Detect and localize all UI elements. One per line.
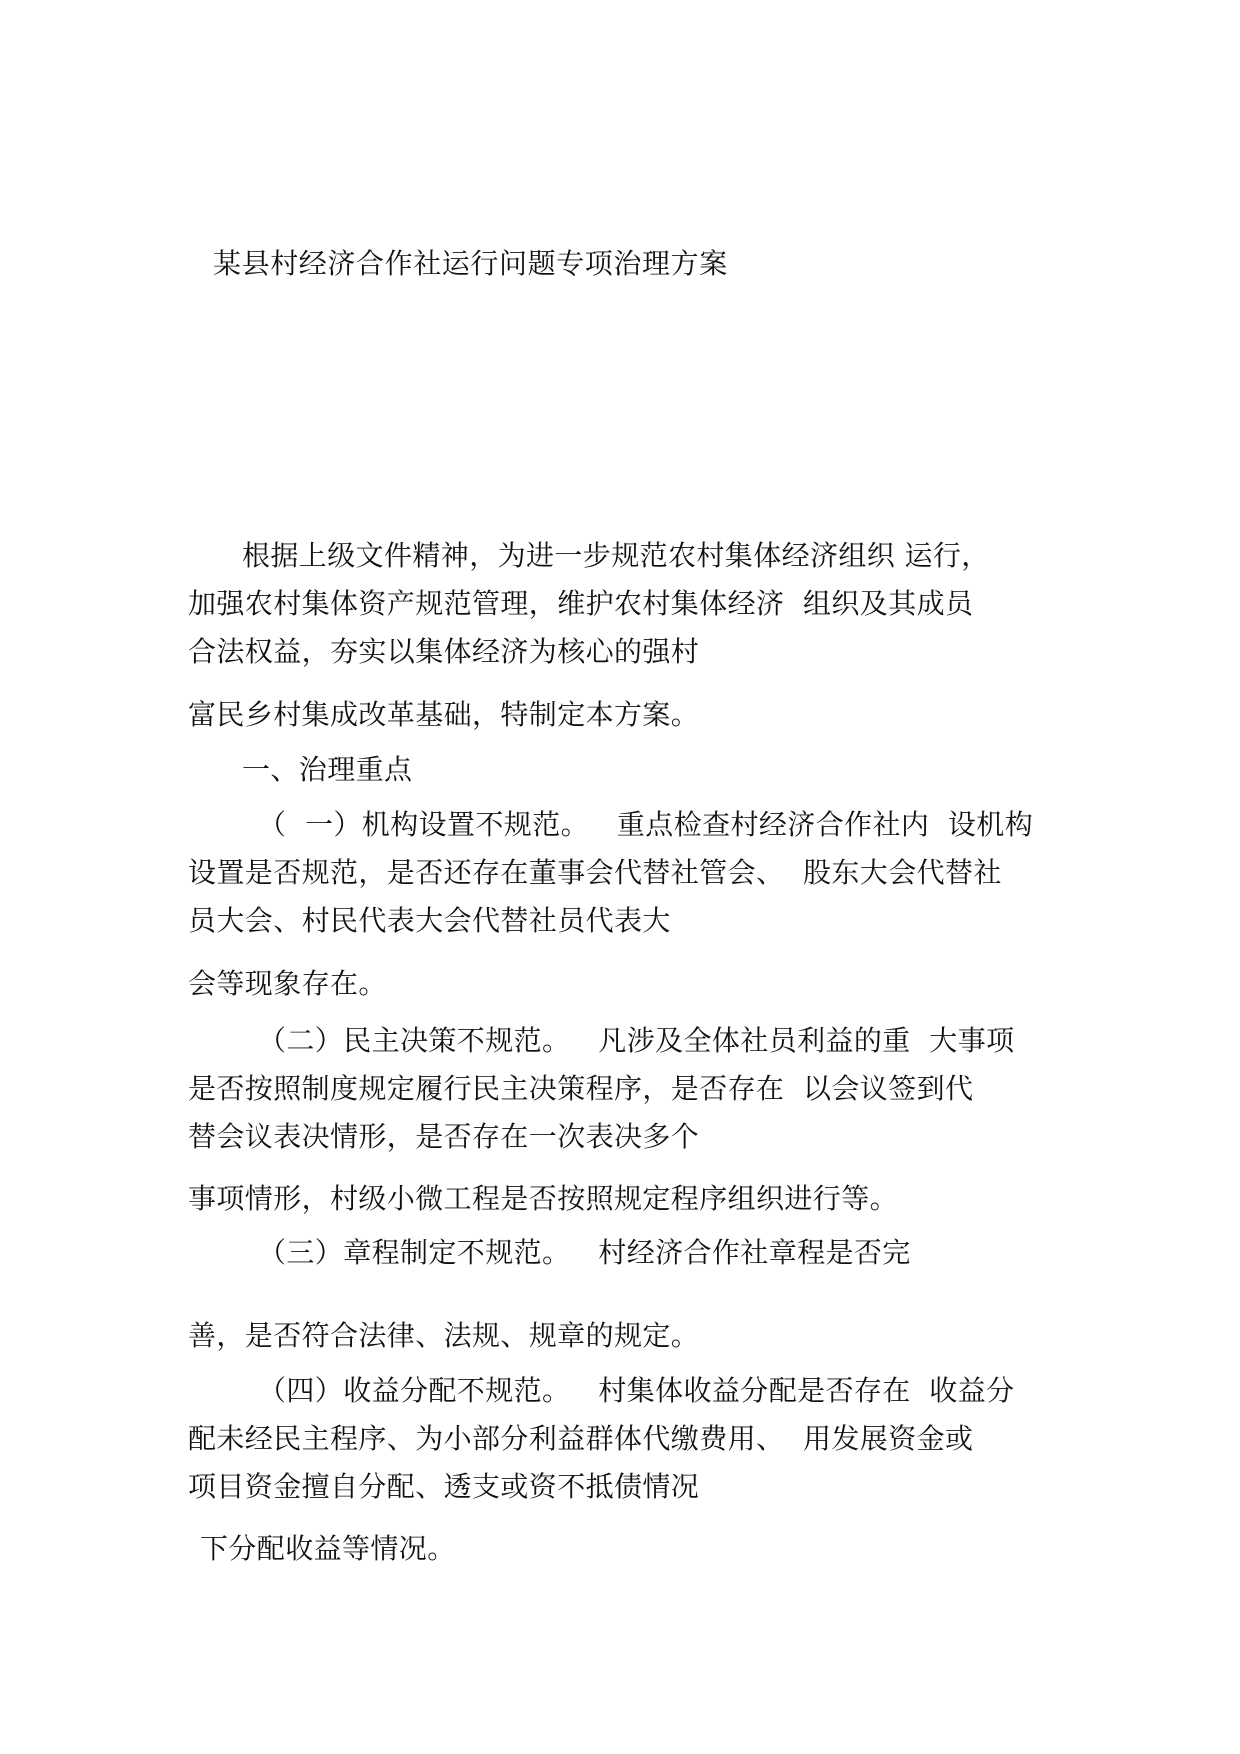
intro-line-4: 富民乡村集成改革基础，特制定本方案。 bbox=[188, 698, 700, 731]
intro-line-2: 加强农村集体资产规范管理，维护农村集体经济 组织及其成员 bbox=[188, 587, 974, 620]
intro-line-1: 根据上级文件精神，为进一步规范农村集体经济组织 运行， bbox=[242, 539, 990, 572]
item2-line-2: 是否按照制度规定履行民主决策程序，是否存在 以会议签到代 bbox=[188, 1072, 974, 1105]
item2-line-4: 事项情形，村级小微工程是否按照规定程序组织进行等。 bbox=[188, 1182, 899, 1215]
section-heading: 一、治理重点 bbox=[242, 753, 413, 786]
document-title: 某县村经济合作社运行问题专项治理方案 bbox=[213, 247, 728, 280]
item4-line-4: 下分配收益等情况。 bbox=[200, 1532, 456, 1565]
item3-line-2: 善，是否符合法律、法规、规章的规定。 bbox=[188, 1319, 700, 1352]
intro-line-3: 合法权益，夯实以集体经济为核心的强村 bbox=[188, 635, 700, 668]
item2-line-1: （二）民主决策不规范。 凡涉及全体社员利益的重 大事项 bbox=[258, 1024, 1015, 1057]
item4-line-3: 项目资金擅自分配、透支或资不抵债情况 bbox=[188, 1470, 700, 1503]
item1-line-3: 员大会、村民代表大会代替社员代表大 bbox=[188, 904, 671, 937]
item4-line-2: 配未经民主程序、为小部分利益群体代缴费用、 用发展资金或 bbox=[188, 1422, 974, 1455]
item1-line-4: 会等现象存在。 bbox=[188, 967, 387, 1000]
item3-line-1: （三）章程制定不规范。 村经济合作社章程是否完 bbox=[258, 1236, 911, 1269]
item2-line-3: 替会议表决情形，是否存在一次表决多个 bbox=[188, 1120, 700, 1153]
item4-line-1: （四）收益分配不规范。 村集体收益分配是否存在 收益分 bbox=[258, 1374, 1015, 1407]
item1-line-2: 设置是否规范，是否还存在董事会代替社管会、 股东大会代替社 bbox=[188, 856, 1002, 889]
item1-line-1: （ 一）机构设置不规范。 重点检查村经济合作社内 设机构 bbox=[258, 808, 1034, 841]
